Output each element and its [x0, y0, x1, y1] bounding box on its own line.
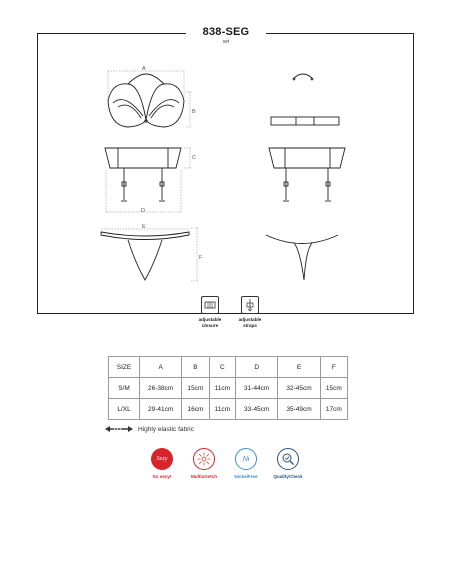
feature-label-line2: straps [243, 322, 257, 328]
size-header: E [278, 357, 320, 378]
badge-multistretch [184, 448, 224, 480]
size-cell: 29-41cm [140, 399, 182, 420]
size-cell: 16cm [182, 399, 209, 420]
dimension-lines-belt [106, 148, 192, 212]
so-sexy-icon [151, 448, 173, 470]
badge-label: So sexy! [152, 474, 172, 479]
size-cell: 31-44cm [236, 378, 278, 399]
adjustable-straps-icon [241, 296, 259, 314]
elastic-note-text: Highly elastic fabric [138, 425, 194, 433]
feature-adjustable-straps [230, 296, 270, 328]
dim-label-c: C [192, 155, 196, 161]
size-cell: S/M [109, 378, 140, 399]
feature-adjustable-closure [190, 296, 230, 328]
badge-qualitycheck [268, 448, 308, 480]
dim-label-f: F [199, 255, 203, 261]
garter-belt-front-drawing [105, 148, 181, 201]
thong-back-drawing [266, 235, 338, 280]
size-header: D [236, 357, 278, 378]
size-header: C [209, 357, 235, 378]
adjustable-closure-icon [201, 296, 219, 314]
nickelfree-icon-text: Ni [242, 455, 250, 463]
size-table [108, 356, 348, 420]
feature-label-line1: adjustable [238, 317, 262, 322]
size-cell: 11cm [209, 399, 235, 420]
feature-label-line2: closure [201, 322, 219, 328]
badge-label: Multistretch [190, 474, 218, 479]
dim-label-a: A [142, 66, 146, 72]
nickelfree-icon [235, 448, 257, 470]
size-cell: 32-45cm [278, 378, 320, 399]
feature-label-line1: adjustable [198, 317, 222, 322]
badge-nickelfree [226, 448, 266, 480]
size-cell: 33-45cm [236, 399, 278, 420]
stretch-arrow-icon [104, 425, 134, 433]
dim-label-e: E [142, 224, 146, 230]
badge-so-sexy [142, 448, 182, 480]
size-cell: 15cm [182, 378, 209, 399]
size-cell: L/XL [109, 399, 140, 420]
size-cell: 11cm [209, 378, 235, 399]
thong-front-drawing [101, 232, 189, 280]
multistretch-icon [193, 448, 215, 470]
table-row [109, 399, 348, 420]
feature-icons [190, 296, 270, 346]
bra-front-drawing [108, 74, 184, 127]
size-cell: 17cm [320, 399, 347, 420]
elastic-note [104, 424, 194, 434]
qualitycheck-icon [277, 448, 299, 470]
size-cell: 15cm [320, 378, 347, 399]
garter-belt-back-drawing [269, 148, 345, 201]
size-header: A [140, 357, 182, 378]
bra-back-drawing [271, 74, 339, 125]
size-header: F [320, 357, 347, 378]
product-title: 838-SEG [202, 26, 250, 38]
badge-label: NickelFree [234, 474, 258, 479]
size-header: SIZE [109, 357, 140, 378]
size-table-header-row [109, 357, 348, 378]
size-header: B [182, 357, 209, 378]
badge-label: QualityCheck [273, 474, 303, 479]
table-row [109, 378, 348, 399]
product-subtitle: set [222, 39, 230, 45]
dim-label-b: B [192, 109, 196, 115]
size-cell: 26-38cm [140, 378, 182, 399]
dim-label-d: D [141, 208, 145, 214]
quality-badges [142, 448, 312, 498]
size-cell: 35-49cm [278, 399, 320, 420]
so-sexy-icon-text: Sexy [156, 456, 168, 462]
